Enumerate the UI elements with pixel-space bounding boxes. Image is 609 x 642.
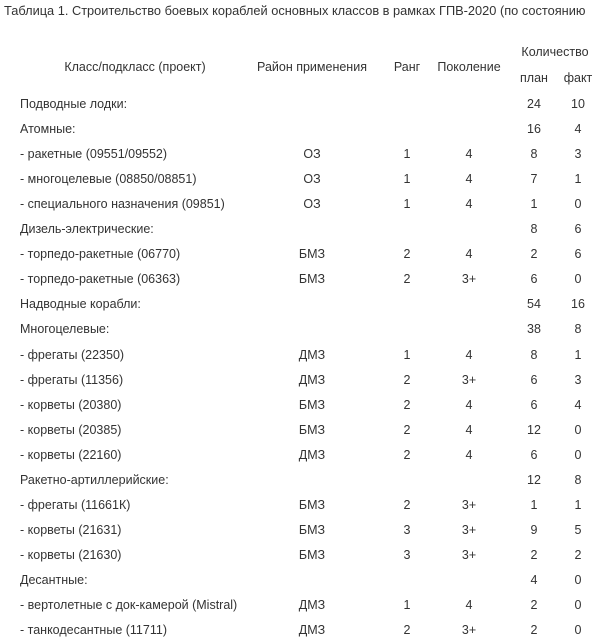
row-rank: 2 [403,623,411,637]
row-generation: 3+ [461,373,477,387]
header-plan: план [520,71,548,85]
row-class: - специального назначения (09851) [20,197,225,211]
row-plan: 6 [530,448,538,462]
row-class: Десантные: [20,573,88,587]
row-area: БМЗ [298,272,326,286]
row-area: ОЗ [303,197,321,211]
row-generation: 4 [465,423,473,437]
row-rank: 1 [403,598,411,612]
row-plan: 12 [527,473,541,487]
row-class: - корветы (20380) [20,398,122,412]
row-rank: 2 [403,423,411,437]
row-fact: 3 [574,147,582,161]
row-plan: 16 [527,122,541,136]
row-plan: 54 [527,297,541,311]
row-area: ОЗ [303,147,321,161]
row-fact: 4 [574,398,582,412]
row-generation: 4 [465,197,473,211]
row-fact: 1 [574,172,582,186]
row-plan: 2 [530,623,538,637]
row-plan: 1 [530,498,538,512]
row-generation: 3+ [461,623,477,637]
row-area: ДМЗ [298,348,326,362]
row-class: - корветы (20385) [20,423,122,437]
row-plan: 8 [530,147,538,161]
row-plan: 2 [530,548,538,562]
row-class: - фрегаты (11356) [20,373,124,387]
row-plan: 1 [530,197,538,211]
row-rank: 2 [403,498,411,512]
row-plan: 9 [530,523,538,537]
row-class: - корветы (22160) [20,448,122,462]
row-fact: 4 [574,122,582,136]
row-class: Атомные: [20,122,76,136]
row-class: - корветы (21630) [20,548,122,562]
row-rank: 1 [403,172,411,186]
row-class: Многоцелевые: [20,322,110,336]
row-fact: 0 [574,448,582,462]
row-class: - фрегаты (22350) [20,348,125,362]
row-fact: 3 [574,373,582,387]
row-generation: 4 [465,348,473,362]
header-rank: Ранг [393,60,421,74]
row-plan: 8 [530,348,538,362]
row-generation: 4 [465,147,473,161]
row-fact: 1 [574,348,582,362]
row-area: ДМЗ [298,623,326,637]
row-fact: 8 [574,473,582,487]
row-rank: 1 [403,147,411,161]
row-rank: 2 [403,398,411,412]
row-plan: 2 [530,247,538,261]
row-rank: 1 [403,348,411,362]
row-fact: 0 [574,573,582,587]
row-fact: 16 [571,297,585,311]
row-class: Надводные корабли: [20,297,141,311]
row-area: ДМЗ [298,598,326,612]
row-area: ДМЗ [298,373,326,387]
row-generation: 3+ [461,498,477,512]
row-fact: 0 [574,623,582,637]
row-plan: 6 [530,272,538,286]
row-plan: 7 [530,172,538,186]
row-class: - корветы (21631) [20,523,122,537]
row-generation: 4 [465,598,473,612]
row-generation: 4 [465,398,473,412]
row-area: БМЗ [298,247,326,261]
row-plan: 38 [527,322,541,336]
row-generation: 3+ [461,548,477,562]
row-rank: 2 [403,373,411,387]
row-rank: 2 [403,448,411,462]
row-fact: 2 [574,548,582,562]
row-class: - фрегаты (11661К) [20,498,131,512]
row-generation: 4 [465,172,473,186]
row-plan: 6 [530,398,538,412]
row-rank: 3 [403,548,411,562]
row-fact: 0 [574,272,582,286]
row-plan: 2 [530,598,538,612]
row-class: Подводные лодки: [20,97,128,111]
row-class: - танкодесантные (11711) [20,623,167,637]
row-area: БМЗ [298,498,326,512]
row-rank: 2 [403,272,411,286]
row-generation: 3+ [461,272,477,286]
row-fact: 0 [574,197,582,211]
header-class: Класс/подкласс (проект) [64,60,206,74]
row-plan: 8 [530,222,538,236]
row-fact: 0 [574,423,582,437]
row-rank: 1 [403,197,411,211]
row-fact: 1 [574,498,582,512]
row-plan: 4 [530,573,538,587]
row-generation: 3+ [461,523,477,537]
row-plan: 6 [530,373,538,387]
row-area: БМЗ [298,398,326,412]
row-class: - торпедо-ракетные (06363) [20,272,181,286]
row-class: Ракетно-артиллерийские: [20,473,169,487]
row-fact: 6 [574,222,582,236]
table-caption: Таблица 1. Строительство боевых кораблей основных классов в рамках ГПВ-2020 (по состоянию [4,3,586,18]
row-fact: 10 [571,97,585,111]
row-fact: 5 [574,523,582,537]
row-class: - вертолетные с док-камерой (Mistral) [20,598,238,612]
row-fact: 8 [574,322,582,336]
header-area: Район применения [257,60,367,74]
row-area: БМЗ [298,523,326,537]
row-rank: 3 [403,523,411,537]
row-area: ОЗ [303,172,321,186]
row-plan: 12 [527,423,541,437]
row-generation: 4 [465,448,473,462]
row-plan: 24 [527,97,541,111]
row-area: БМЗ [298,423,326,437]
header-quantity: Количество [521,45,589,59]
row-class: - ракетные (09551/09552) [20,147,168,161]
row-fact: 0 [574,598,582,612]
row-class: - многоцелевые (08850/08851) [20,172,197,186]
row-rank: 2 [403,247,411,261]
row-area: ДМЗ [298,448,326,462]
row-fact: 6 [574,247,582,261]
row-generation: 4 [465,247,473,261]
row-class: Дизель-электрические: [20,222,154,236]
header-fact: факт [563,71,593,85]
row-area: БМЗ [298,548,326,562]
header-generation: Поколение [437,60,501,74]
row-class: - торпедо-ракетные (06770) [20,247,181,261]
